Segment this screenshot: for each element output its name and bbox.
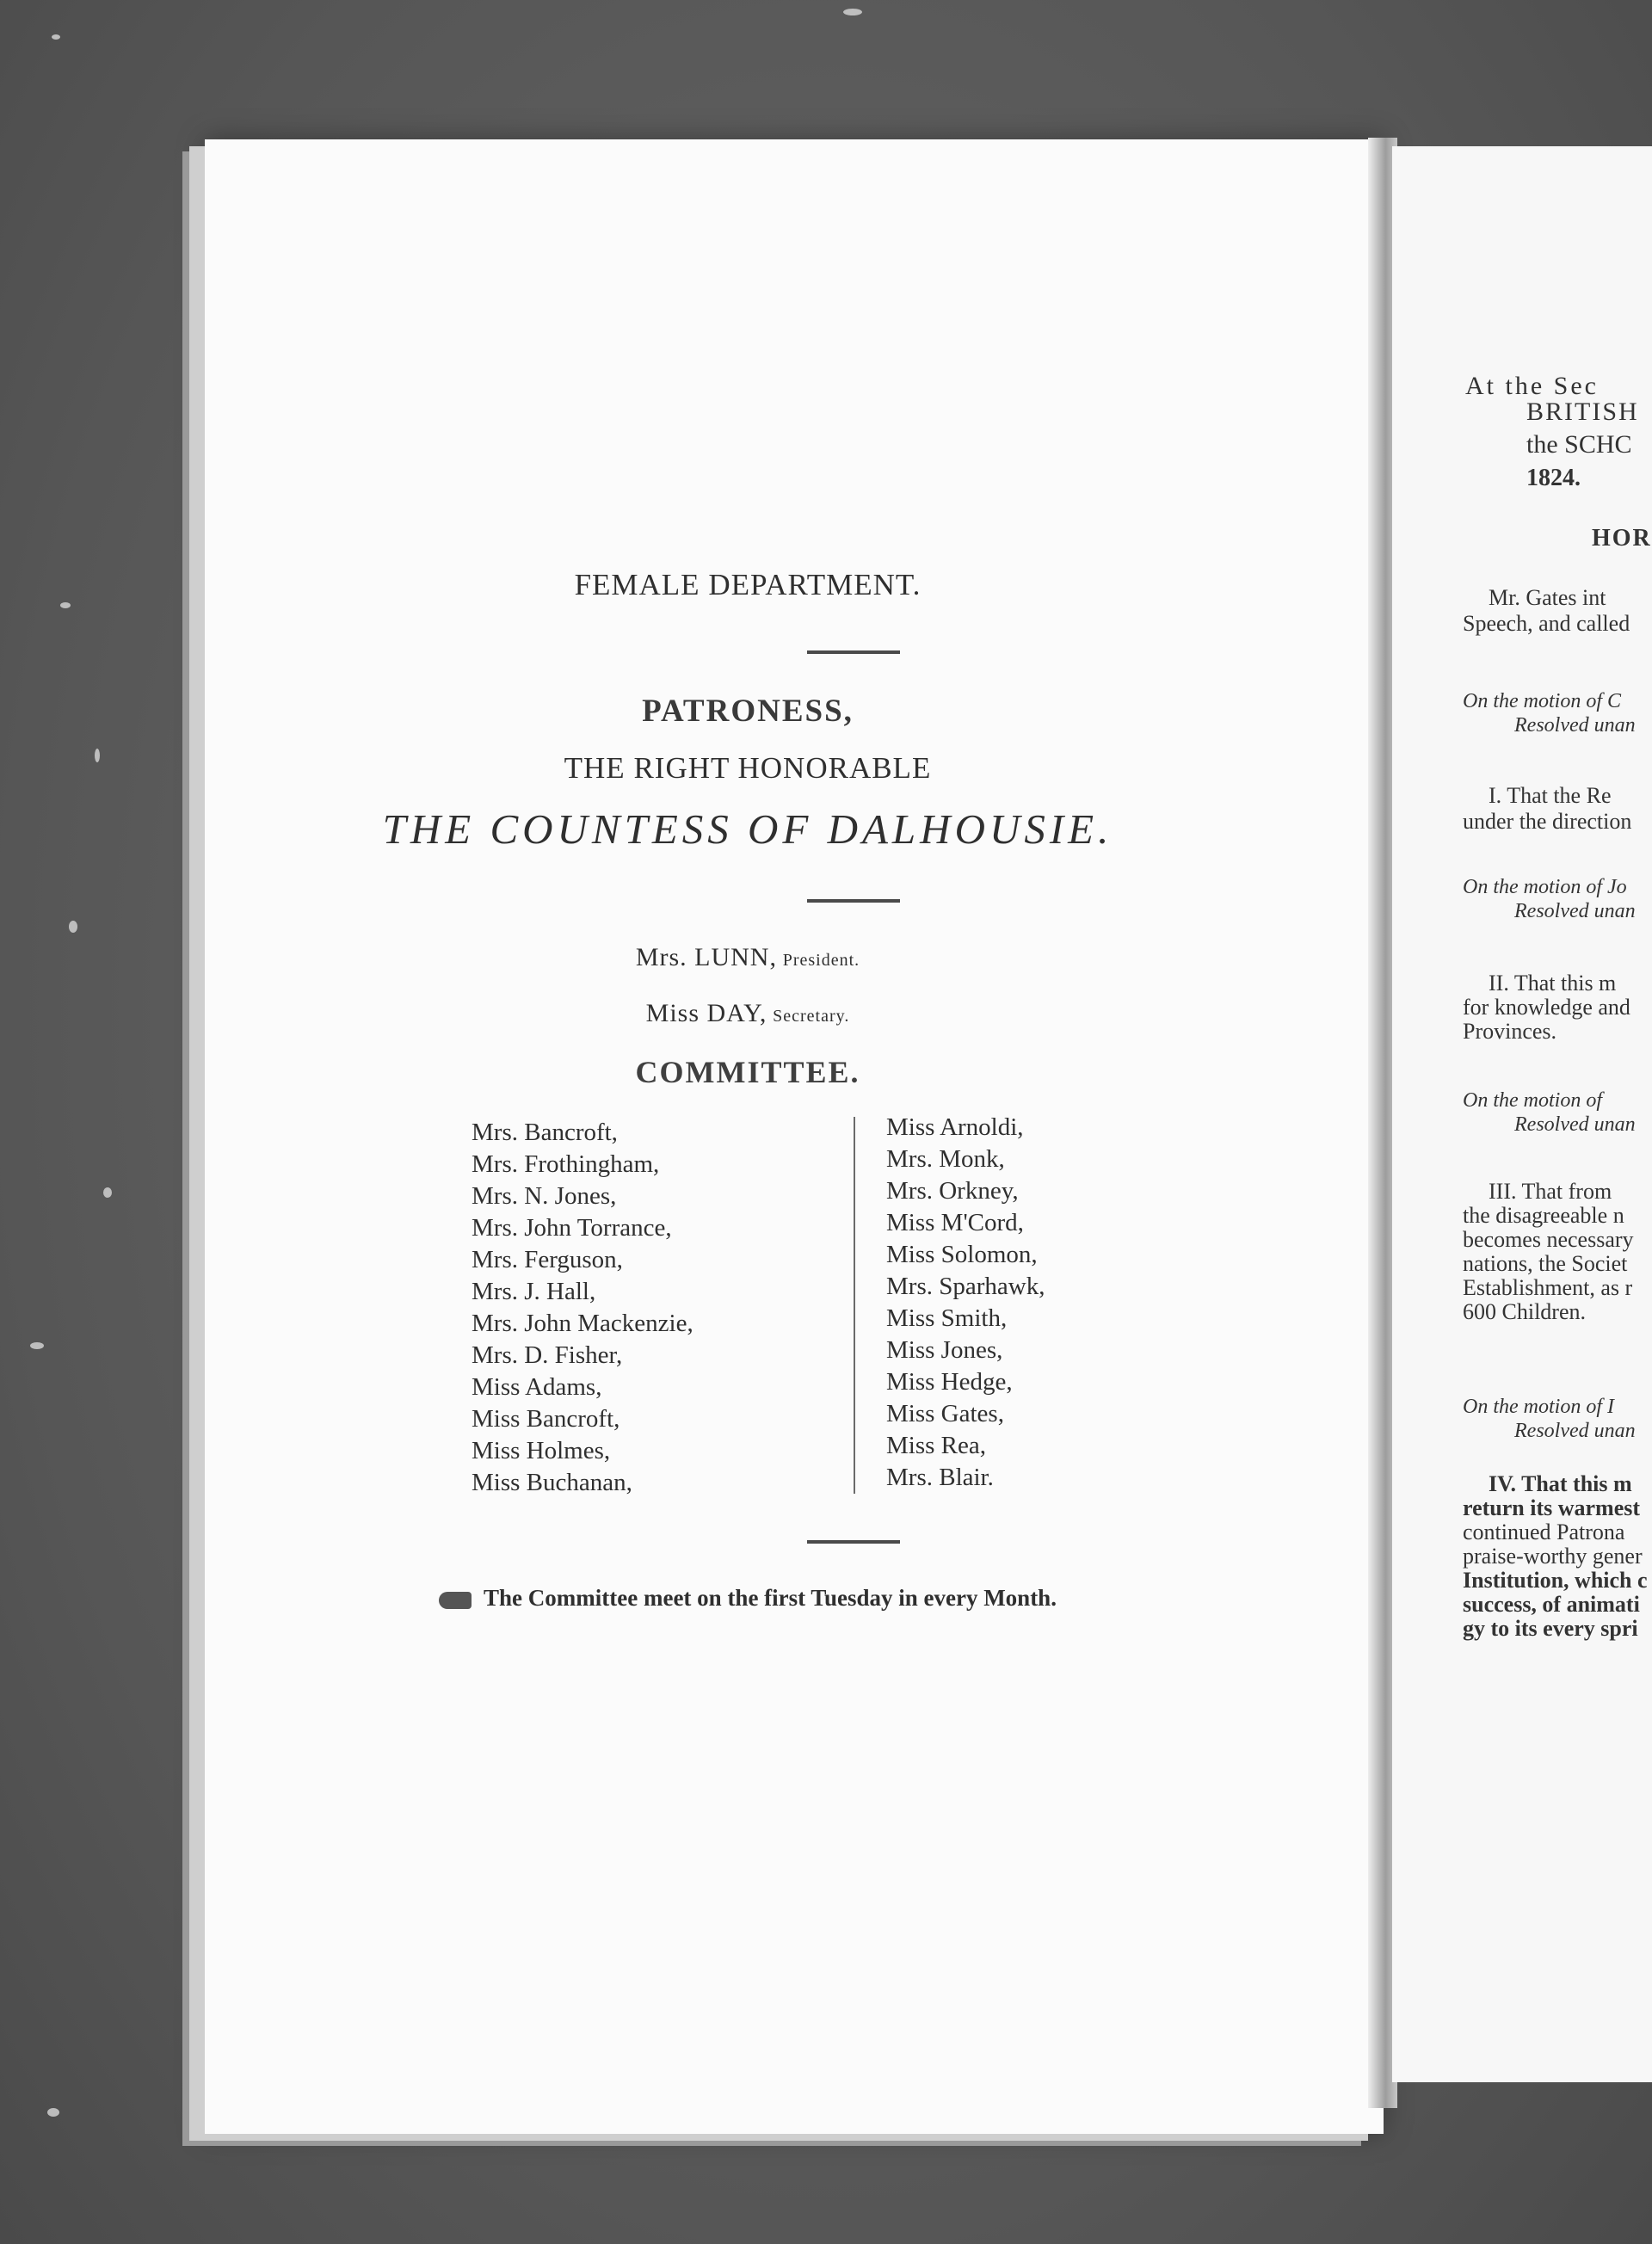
right-line: the SCHC [1526, 430, 1632, 459]
patroness-title: THE RIGHT HONORABLE [564, 751, 932, 785]
right-line: Resolved unan [1514, 714, 1636, 737]
right-line: At the Sec [1465, 372, 1599, 400]
right-line: III. That from [1489, 1179, 1612, 1204]
committee-member: Mrs. N. Jones, [472, 1182, 617, 1210]
right-line: BRITISH [1526, 398, 1639, 426]
right-line: On the motion of Jo [1463, 876, 1627, 898]
committee-member: Mrs. Sparhawk, [886, 1273, 1045, 1300]
patroness-name: THE COUNTESS OF DALHOUSIE. [382, 805, 1113, 853]
president-role: President. [782, 951, 860, 970]
committee-member: Miss Holmes, [472, 1437, 611, 1464]
left-page [205, 139, 1384, 2134]
committee-member: Mrs. Bancroft, [472, 1119, 618, 1146]
committee-member: Miss Arnoldi, [886, 1113, 1024, 1141]
meeting-note [205, 1585, 1291, 1612]
right-line: success, of animati [1463, 1592, 1640, 1617]
committee-member: Miss M'Cord, [886, 1209, 1024, 1236]
right-line: 600 Children. [1463, 1299, 1586, 1324]
dust-speck [843, 9, 862, 15]
committee-member: Miss Jones, [886, 1336, 1003, 1364]
right-line: continued Patrona [1463, 1520, 1625, 1544]
committee-member: Miss Adams, [472, 1373, 602, 1401]
committee-member: Miss Bancroft, [472, 1405, 620, 1433]
committee-member: Miss Smith, [886, 1304, 1008, 1332]
dust-speck [103, 1187, 112, 1198]
pointing-hand-icon [439, 1592, 472, 1609]
right-line: Resolved unan [1514, 900, 1636, 922]
committee-member: Mrs. Frothingham, [472, 1150, 660, 1178]
dust-speck [95, 749, 100, 762]
dust-speck [30, 1342, 44, 1349]
committee-member: Miss Buchanan, [472, 1469, 632, 1496]
committee-member: Mrs. Monk, [886, 1145, 1005, 1173]
right-page [1392, 146, 1652, 2082]
dust-speck [47, 2108, 59, 2117]
committee-member: Mrs. J. Hall, [472, 1278, 596, 1305]
secretary-role: Secretary. [773, 1007, 850, 1026]
committee-member: Mrs. John Torrance, [472, 1214, 672, 1242]
right-line: under the direction [1463, 809, 1632, 834]
right-line: IV. That this m [1489, 1471, 1632, 1496]
committee-member: Mrs. D. Fisher, [472, 1341, 623, 1369]
right-line: Provinces. [1463, 1019, 1557, 1044]
committee-member: Mrs. Ferguson, [472, 1246, 623, 1273]
committee-member: Miss Hedge, [886, 1368, 1013, 1396]
president-name: Mrs. LUNN, [635, 943, 777, 971]
meeting-note-text: The Committee meet on the first Tuesday in every Month. [484, 1585, 1057, 1611]
committee-member: Mrs. Orkney, [886, 1177, 1019, 1205]
secretary-name: Miss DAY, [645, 999, 767, 1027]
secretary-line [205, 999, 1291, 1028]
dust-speck [60, 602, 71, 608]
dust-speck [69, 921, 77, 933]
right-line: Speech, and called [1463, 611, 1630, 636]
page-title: FEMALE DEPARTMENT. [574, 568, 922, 601]
right-line: for knowledge and [1463, 995, 1630, 1020]
right-line: becomes necessary [1463, 1227, 1634, 1252]
committee-member: Mrs. John Mackenzie, [472, 1310, 693, 1337]
dust-speck [52, 34, 60, 40]
right-line: praise-worthy gener [1463, 1544, 1643, 1569]
right-line: II. That this m [1489, 971, 1617, 996]
right-line: return its warmest [1463, 1495, 1641, 1520]
right-line: On the motion of [1463, 1089, 1602, 1112]
right-line: nations, the Societ [1463, 1251, 1628, 1276]
right-line: Resolved unan [1514, 1420, 1636, 1442]
right-line: the disagreeable n [1463, 1203, 1624, 1228]
divider-rule [807, 899, 900, 903]
right-line: On the motion of C [1463, 690, 1621, 712]
right-line: On the motion of I [1463, 1396, 1614, 1418]
right-line: Institution, which c [1463, 1568, 1648, 1593]
committee-heading: COMMITTEE. [635, 1055, 860, 1089]
committee-member: Mrs. Blair. [886, 1464, 994, 1491]
divider-rule [807, 1540, 900, 1544]
president-line [205, 943, 1291, 972]
right-line: 1824. [1526, 465, 1581, 491]
committee-list-right [886, 1112, 1045, 1494]
right-line: Establishment, as r [1463, 1275, 1633, 1300]
committee-member: Miss Solomon, [886, 1241, 1038, 1268]
column-divider [854, 1117, 855, 1494]
committee-member: Miss Rea, [886, 1432, 986, 1459]
committee-member: Miss Gates, [886, 1400, 1004, 1427]
right-line: gy to its every spri [1463, 1616, 1638, 1641]
right-line: HOR [1592, 525, 1652, 552]
right-line: I. That the Re [1489, 783, 1612, 808]
right-line: Resolved unan [1514, 1113, 1636, 1136]
divider-rule [807, 650, 900, 654]
committee-list-left [472, 1117, 693, 1499]
right-line: Mr. Gates int [1489, 585, 1606, 610]
patroness-heading: PATRONESS, [642, 694, 854, 729]
